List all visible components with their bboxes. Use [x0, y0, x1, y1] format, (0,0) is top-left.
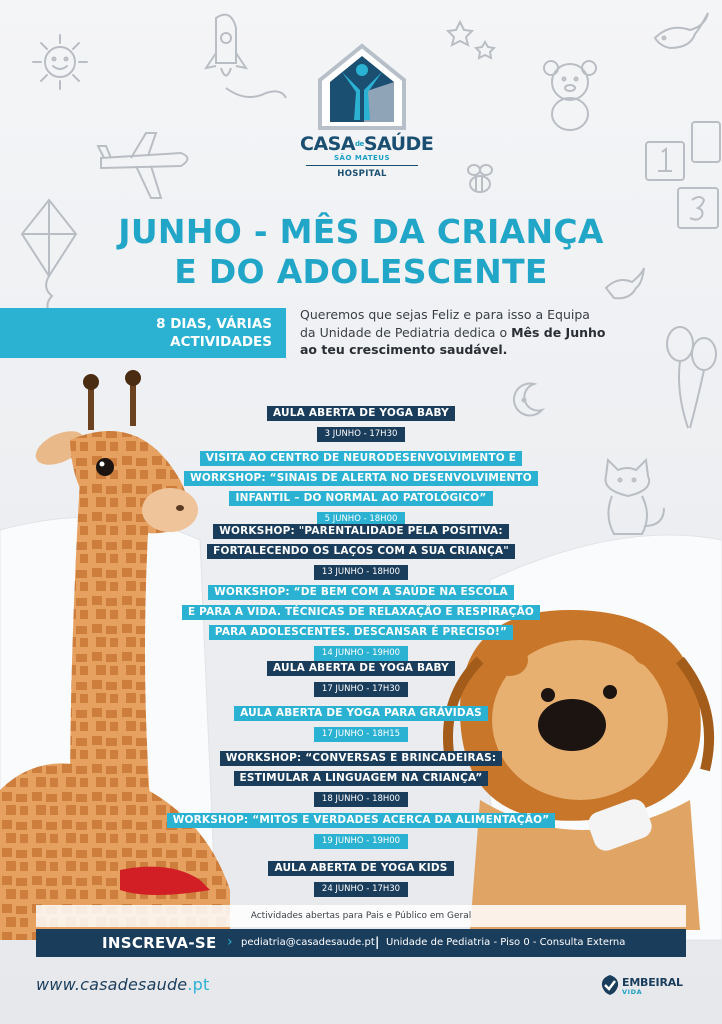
event-date: 24 JUNHO - 17H30 [314, 882, 408, 897]
event-item [0, 580, 722, 661]
audience-note: Actividades abertas para Pais e Público em Geral [36, 905, 686, 927]
sun-icon [28, 30, 92, 94]
sponsor-logo [600, 972, 700, 998]
event-title-line: E PARA A VIDA. TÉCNICAS DE RELAXAÇÃO E RESPIRAÇÃO [182, 605, 540, 620]
event-item [0, 519, 722, 580]
title-line-1: JUNHO - MÊS DA CRIANÇA [118, 212, 604, 251]
intro-line-1: Queremos que sejas Feliz e para isso a Equipa [300, 307, 590, 322]
sponsor-name: EMBEIRAL [622, 976, 683, 989]
logo-tagline: HOSPITAL [337, 169, 387, 179]
banner-line-1: 8 DIAS, VÁRIAS [156, 316, 272, 332]
event-title-line: AULA ABERTA DE YOGA KIDS [268, 861, 453, 876]
intro-text [300, 306, 620, 359]
event-title-line: AULA ABERTA DE YOGA BABY [267, 406, 455, 421]
stars-icon [440, 18, 500, 68]
event-date: 17 JUNHO - 17H30 [314, 682, 408, 697]
logo-house-icon [316, 42, 408, 130]
event-title-line: FORTALECENDO OS LAÇOS COM A SUA CRIANÇA" [207, 544, 515, 559]
event-title-line: WORKSHOP: "PARENTALIDADE PELA POSITIVA: [213, 524, 509, 539]
contact-email-link[interactable]: pediatria@casadesaude.pt [241, 937, 375, 948]
event-title-line: AULA ABERTA DE YOGA BABY [267, 661, 455, 676]
separator: | [375, 935, 380, 949]
event-item [0, 656, 722, 697]
event-title-line: PARA ADOLESCENTES. DESCANSAR É PRECISO!” [209, 625, 513, 640]
banner-line-2: ACTIVIDADES [170, 334, 272, 350]
bird-icon [650, 8, 712, 56]
event-title-line: AULA ABERTA DE YOGA PARA GRÁVIDAS [234, 706, 488, 721]
event-date: 5 JUNHO - 18H00 [317, 512, 406, 527]
event-item [0, 856, 722, 897]
teddy-bear-icon [535, 56, 605, 134]
signup-bar [36, 929, 686, 957]
sponsor-check-icon [600, 974, 620, 996]
event-title-line: VISITA AO CENTRO DE NEURODESENVOLVIMENTO E [200, 451, 522, 466]
kite-icon [14, 196, 84, 316]
sponsor-subtitle: VIDA [622, 988, 643, 996]
logo-name: $CASA^{de}SAÚDE$ [300, 133, 434, 155]
event-date: 18 JUNHO - 18H00 [314, 792, 408, 807]
event-date: 19 JUNHO - 19H00 [314, 834, 408, 849]
event-title-line: WORKSHOP: “DE BEM COM A SAÚDE NA ESCOLA [208, 585, 514, 600]
signup-label: INSCREVA-SE [102, 934, 217, 952]
website-link[interactable]: www.casadesaude.pt [36, 975, 210, 994]
event-item [0, 808, 722, 849]
event-date: 17 JUNHO - 18H15 [314, 727, 408, 742]
chevron-right-icon: › [227, 934, 233, 950]
intro-line-3: ao teu crescimento saudável. [300, 342, 508, 357]
event-item [0, 401, 722, 442]
airplane-icon [96, 128, 196, 208]
event-title-line: WORKSHOP: “SINAIS DE ALERTA NO DESENVOLVIMENTO [184, 471, 538, 486]
blocks-icon [642, 118, 722, 236]
location-text: Unidade de Pediatria - Piso 0 - Consulta Externa [386, 937, 626, 948]
rocket-icon [196, 8, 292, 108]
event-title-line: INFANTIL – DO NORMAL AO PATOLÓGICO” [229, 491, 492, 506]
hospital-logo [300, 42, 434, 179]
page-title [90, 212, 632, 292]
event-date: 3 JUNHO - 17H30 [317, 427, 406, 442]
event-title-line: WORKSHOP: “MITOS E VERDADES ACERCA DA ALIMENTAÇÃO” [167, 813, 556, 828]
event-item [0, 701, 722, 742]
bee-icon [462, 162, 498, 196]
event-item [0, 446, 722, 527]
event-date: 14 JUNHO - 19H00 [314, 646, 408, 661]
event-item [0, 746, 722, 807]
intro-line-2: da Unidade de Pediatria dedica o Mês de Junho [300, 324, 606, 340]
event-title-line: WORKSHOP: “CONVERSAS E BRINCADEIRAS: [220, 751, 503, 766]
title-line-2: E DO ADOLESCENTE [174, 252, 548, 291]
activities-banner [0, 308, 286, 358]
logo-divider [306, 165, 418, 166]
logo-subtitle: SÃO MATEUS [334, 154, 390, 162]
event-title-line: ESTIMULAR A LINGUAGEM NA CRIANÇA” [234, 771, 489, 786]
event-date: 13 JUNHO - 18H00 [314, 565, 408, 580]
